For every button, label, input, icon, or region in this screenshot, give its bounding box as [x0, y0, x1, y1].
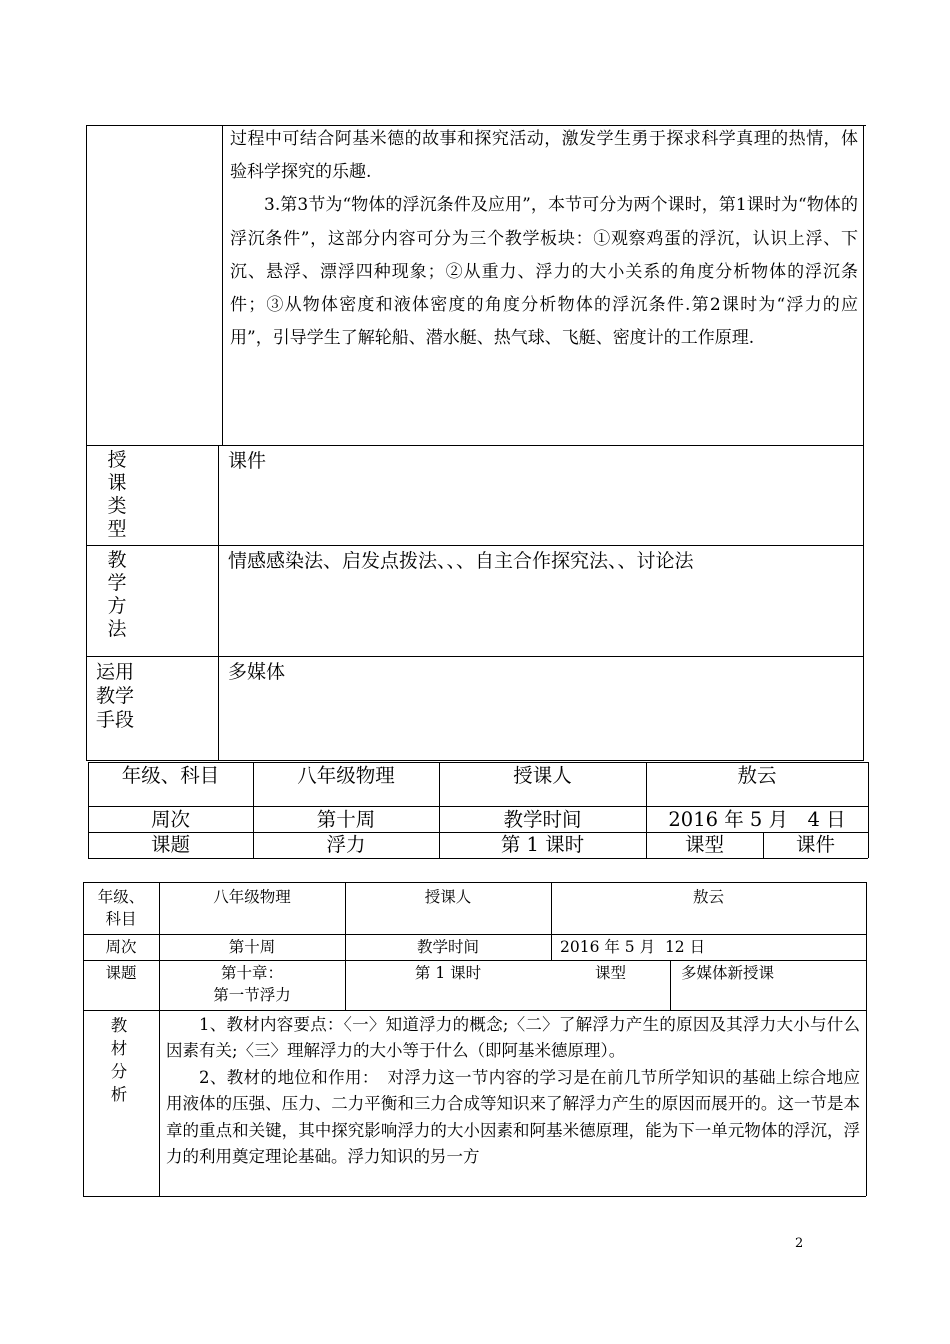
- teaching-method-label: 教学方法: [107, 549, 127, 640]
- t2-analysis-label: 教材分析: [110, 1016, 128, 1104]
- t1-topic-value: 浮力: [326, 833, 366, 856]
- t2-period-value: 第 1 课时: [414, 964, 482, 982]
- t2-teacher-label: 授课人: [424, 888, 472, 906]
- lesson-type-value: 课件: [228, 450, 267, 472]
- t2-type-label: 课型: [594, 964, 626, 982]
- t2-topic-value: 第十章： 第一节浮力: [213, 964, 291, 1004]
- t2-analysis-paragraph-1: 1、教材内容要点：〈一〉知道浮力的概念;〈二〉了解浮力产生的原因及其浮力大小与什么因素有关;〈三〉理解浮力的大小等于什么（即阿基米德原理）。: [166, 1015, 860, 1061]
- t2-type-value: 多媒体新授课: [681, 964, 775, 982]
- lesson-type-label: 授课类型: [107, 449, 127, 540]
- t1-period-value: 第 1 课时: [500, 833, 585, 856]
- t1-teacher-label: 授课人: [513, 764, 572, 787]
- t1-type-value: 课件: [795, 833, 835, 856]
- t2-week-label: 周次: [105, 938, 137, 956]
- t1-type-label: 课型: [684, 833, 724, 856]
- teaching-means-value: 多媒体: [228, 661, 286, 683]
- t1-week-value: 第十周: [316, 808, 376, 831]
- t2-week-value: 第十周: [228, 938, 276, 956]
- t1-time-label: 教学时间: [503, 808, 582, 831]
- t2-grade-subject-label: 年级、 科目: [97, 888, 145, 928]
- teaching-method-value: 情感感染法、启发点拨法、、、自主合作探究法、、讨论法: [228, 550, 694, 572]
- t2-time-label: 教学时间: [416, 938, 479, 956]
- t1-topic-label: 课题: [150, 833, 190, 856]
- page-number: 2: [795, 1236, 804, 1251]
- t2-teacher-value: 敖云: [692, 888, 724, 906]
- t1-teacher-value: 敖云: [737, 764, 777, 787]
- content-paragraph-1: 过程中可结合阿基米德的故事和探究活动，激发学生勇于探求科学真理的热情，体验科学探究的乐趣.: [230, 129, 858, 183]
- t1-grade-subject-label: 年级、科目: [121, 764, 220, 787]
- t2-topic-label: 课题: [105, 964, 137, 982]
- t2-time-value: 2016 年 5 月 12 日: [560, 938, 706, 956]
- t2-grade-subject-value: 八年级物理: [213, 888, 291, 906]
- t1-week-label: 周次: [150, 808, 190, 831]
- teaching-means-label: 运用 教学 手段: [96, 661, 135, 731]
- content-paragraph-2: 3.第3节为“物体的浮沉条件及应用”，本节可分为两个课时，第1课时为“物体的浮沉条件”，这部分内容可分为三个教学板块：①观察鸡蛋的浮沉，认识上浮、下沉、悬浮、漂浮四种现象；②从重力、浮力的大小关系的角度分析物体的浮沉条件；③从物体密度和液体密度的角度分析物体的浮沉条件.第2课时为“浮力的应用”，引导学生了解轮船、潜水艇、热气球、飞艇、密度计的工作原理.: [230, 195, 858, 349]
- t1-time-value: 2016 年 5 月 4 日: [668, 808, 846, 831]
- t2-analysis-paragraph-2: 2、教材的地位和作用： 对浮力这一节内容的学习是在前几节所学知识的基础上综合地应用液体的压强、压力、二力平衡和三力合成等知识来了解浮力产生的原因而展开的。这一节是本章的重点和关键，其中探究影响浮力的大小因素和阿基米德原理，能为下一单元物体的浮沉，浮力的利用奠定理论基础。浮力知识的另一方: [166, 1067, 860, 1167]
- t1-grade-subject-value: 八年级物理: [297, 764, 395, 787]
